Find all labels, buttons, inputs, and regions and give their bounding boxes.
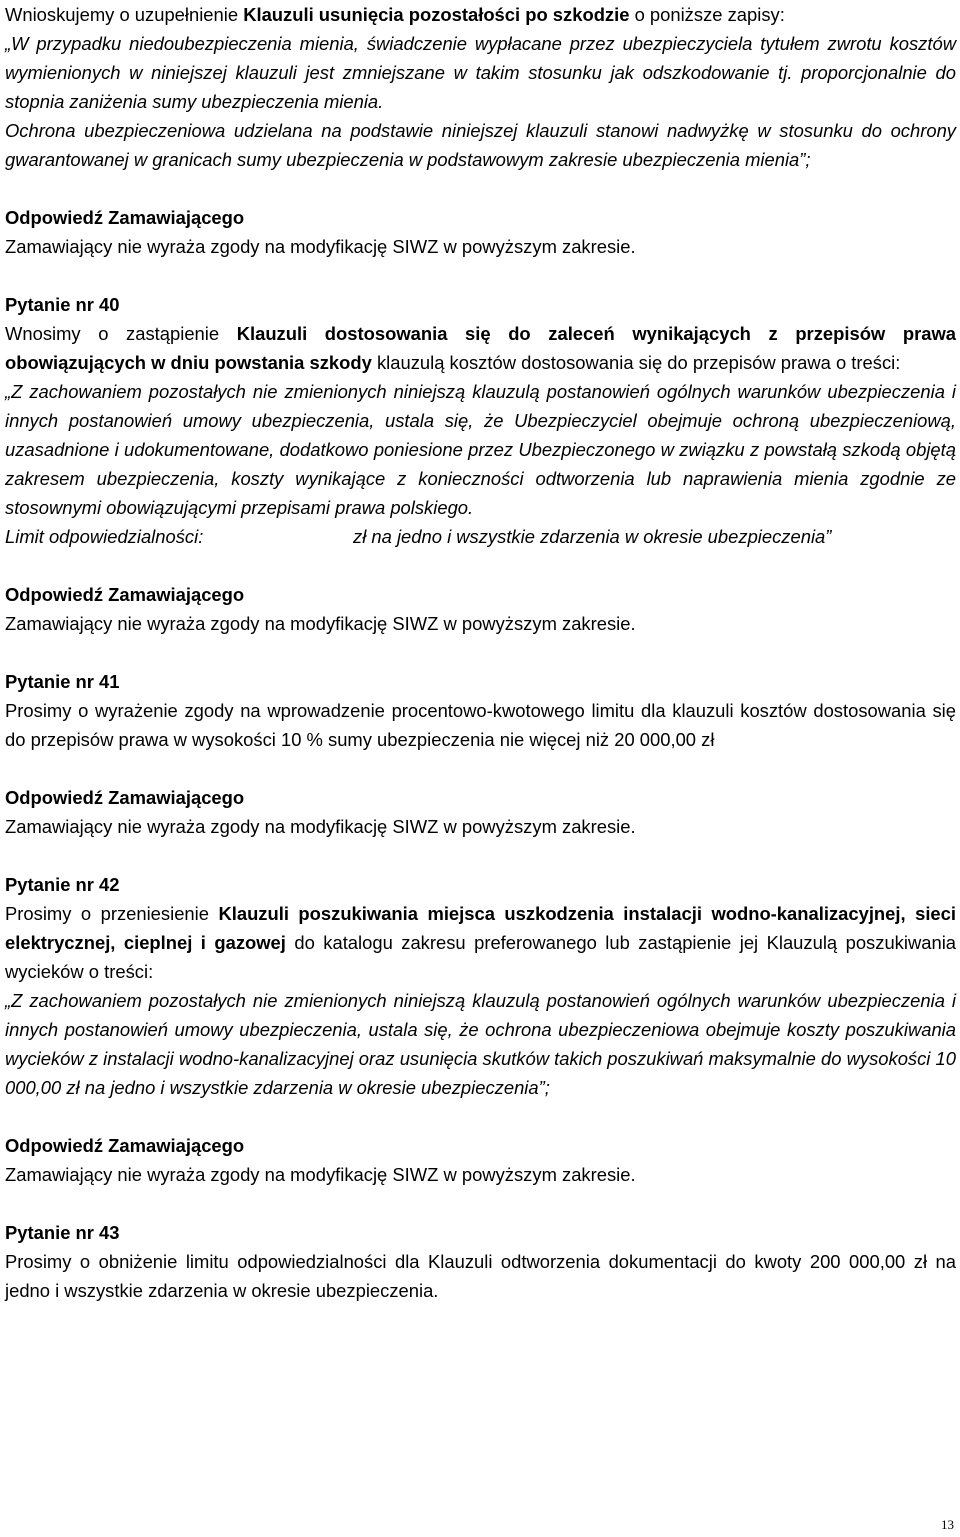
intro-lead-tail: o poniższe zapisy: — [629, 4, 785, 25]
q40-text-lead: Wnosimy o zastąpienie — [5, 323, 237, 344]
q42-text-lead: Prosimy o przeniesienie — [5, 903, 219, 924]
question-heading-40: Pytanie nr 40 — [5, 294, 120, 315]
question-heading-41: Pytanie nr 41 — [5, 671, 120, 692]
q40-clause-name: Klauzuli dostosowania się do zaleceń wynikających z przepisów prawa obowiązujących w dniu powstania szkody — [5, 323, 956, 373]
q40-text-tail: klauzulą kosztów dostosowania się do przepisów prawa o treści: — [371, 352, 901, 373]
intro-lead: Wnioskujemy o uzupełnienie — [5, 4, 244, 25]
q42-text-tail: do katalogu zakresu preferowanego lub zastąpienie jej Klauzulą poszukiwania wycieków o treści: — [5, 932, 957, 982]
question-40-text — [5, 319, 956, 377]
question-heading-43: Pytanie nr 43 — [5, 1222, 120, 1243]
question-42-quote: „Z zachowaniem pozostałych nie zmienionych niniejszą klauzulą postanowień ogólnych warunków ubezpieczenia i innych postanowień umowy ubezpieczenia, ustala się, że ochrona ubezpieczeniowa obejmuje koszty poszukiwania wycieków z instalacji wodno-kanalizacyjnej oraz usunięcia skutków takich poszukiwań maksymalnie do wysokości 10 000,00 zł na jedno i wszystkie zdarzenia w okresie ubezpieczenia”; — [5, 990, 956, 1098]
page-number: 13 — [941, 1517, 954, 1532]
question-heading-42: Pytanie nr 42 — [5, 874, 120, 895]
answer-text: Zamawiający nie wyraża zgody na modyfikację SIWZ w powyższym zakresie. — [5, 236, 636, 257]
question-40-limit — [5, 522, 956, 551]
intro-paragraph — [5, 0, 956, 29]
answer-text: Zamawiający nie wyraża zgody na modyfikację SIWZ w powyższym zakresie. — [5, 1164, 636, 1185]
answer-text: Zamawiający nie wyraża zgody na modyfikację SIWZ w powyższym zakresie. — [5, 816, 636, 837]
question-43-text: Prosimy o obniżenie limitu odpowiedzialności dla Klauzuli odtworzenia dokumentacji do kwoty 200 000,00 zł na jedno i wszystkie zdarzenia w okresie ubezpieczenia. — [5, 1251, 956, 1301]
intro-quote-2: Ochrona ubezpieczeniowa udzielana na podstawie niniejszej klauzuli stanowi nadwyżkę w stosunku do ochrony gwarantowanej w granicach sumy ubezpieczenia w podstawowym zakresie ubezpieczenia mienia”; — [5, 120, 956, 170]
question-41-text: Prosimy o wyrażenie zgody na wprowadzenie procentowo-kwotowego limitu dla klauzuli kosztów dostosowania się do przepisów prawa w wysokości 10 % sumy ubezpieczenia nie więcej niż 20 000,00 zł — [5, 700, 956, 750]
answer-heading: Odpowiedź Zamawiającego — [5, 1135, 245, 1156]
limit-label: Limit odpowiedzialności: — [5, 526, 204, 547]
intro-quote-1: „W przypadku niedoubezpieczenia mienia, świadczenie wypłacane przez ubezpieczyciela tytułem zwrotu kosztów wymienionych w niniejszej klauzuli jest zmniejszane w takim stosunku jak odszkodowanie tj. proporcjonalnie do stopnia zaniżenia sumy ubezpieczenia mienia. — [5, 33, 956, 112]
answer-heading: Odpowiedź Zamawiającego — [5, 584, 245, 605]
question-42-text — [5, 899, 956, 986]
q42-clause-name: Klauzuli poszukiwania miejsca uszkodzenia instalacji wodno-kanalizacyjnej, sieci elektrycznej, cieplnej i gazowej — [5, 903, 956, 953]
question-40-quote: „Z zachowaniem pozostałych nie zmienionych niniejszą klauzulą postanowień ogólnych warunków ubezpieczenia i innych postanowień umowy ubezpieczenia, ustala się, że Ubezpieczyciel obejmuje ochroną ubezpieczeniową, uzasadnione i udokumentowane, dodatkowo poniesione przez Ubezpieczonego w związku z powstałą szkodą objętą zakresem ubezpieczenia, koszty wynikające z konieczności odtworzenia lub naprawienia mienia zgodnie ze stosownymi obowiązującymi przepisami prawa polskiego. — [5, 381, 956, 518]
answer-heading: Odpowiedź Zamawiającego — [5, 787, 245, 808]
intro-clause-name: Klauzuli usunięcia pozostałości po szkodzie — [243, 4, 630, 25]
answer-heading: Odpowiedź Zamawiającego — [5, 207, 245, 228]
limit-text: zł na jedno i wszystkie zdarzenia w okresie ubezpieczenia” — [353, 526, 832, 547]
document-body — [5, 0, 956, 1305]
answer-text: Zamawiający nie wyraża zgody na modyfikację SIWZ w powyższym zakresie. — [5, 613, 636, 634]
